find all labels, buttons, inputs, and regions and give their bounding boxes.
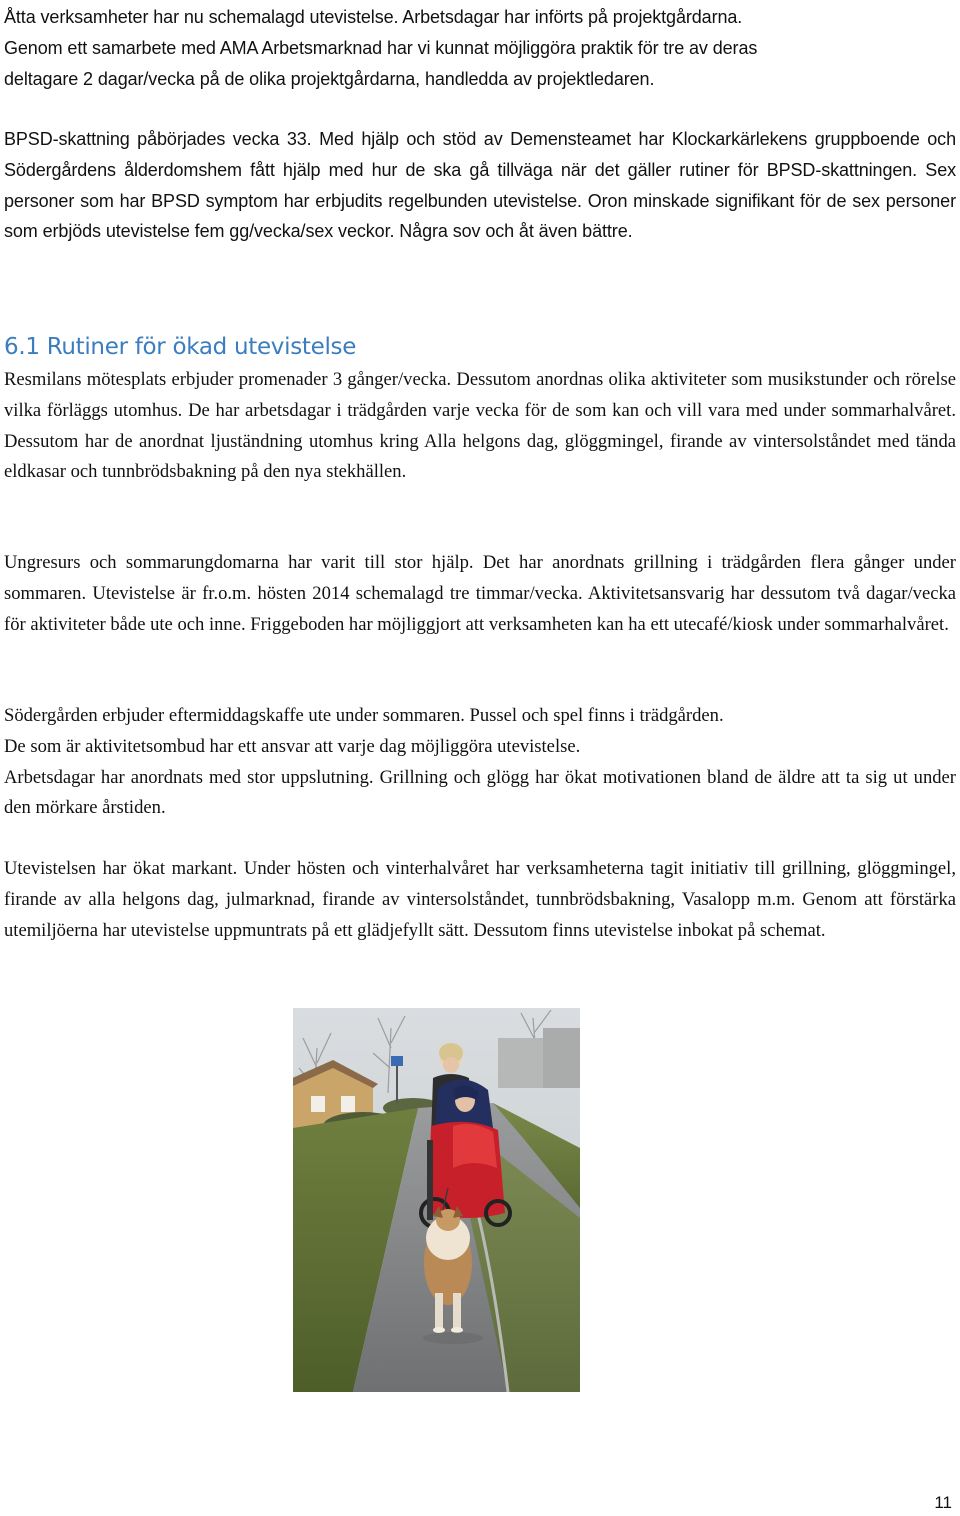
section-heading	[4, 330, 356, 364]
section-number: 6.1	[4, 334, 40, 360]
resmilan-paragraph: Resmilans mötesplats erbjuder promenader 3 gånger/vecka. Dessutom anordnas olika aktiviteter som musikstunder och rörelse vilka förläggs utomhus. De har arbetsdagar i trädgården varje vecka för de som kan och vill vara med under sommarhalvåret. Dessutom har de anordnat ljuständning utomhus kring Alla helgons dag, glöggmingel, firande av vintersolståndet med tända eldkasar och tunnbrödsbakning på den nya stekhällen.	[4, 369, 956, 483]
intro-line-1: Åtta verksamheter har nu schemalagd utevistelse. Arbetsdagar har införts på projektgårdarna.	[4, 7, 743, 27]
utevistelsen-paragraph: Utevistelsen har ökat markant. Under hösten och vinterhalvåret har verksamheterna tagit initiativ till grillning, glöggmingel, firande av alla helgons dag, julmarknad, firande av vintersolståndet, tunnbrödsbakning, Vasalopp m.m. Genom att förstärka utemiljöerna har utevistelse uppmuntrats på ett glädjefyllt sätt. Dessutom finns utevistelse inbokat på schemat.	[4, 858, 956, 941]
intro-line-2: Genom ett samarbete med AMA Arbetsmarknad har vi kunnat möjliggöra praktik för tre av deras	[4, 38, 758, 58]
outdoor-walk-photo	[293, 1008, 580, 1392]
ungresurs-paragraph: Ungresurs och sommarungdomarna har varit till stor hjälp. Det har anordnats grillning i trädgården flera gånger under sommaren. Utevistelse är fr.o.m. hösten 2014 schemalagd tre timmar/vecka. Aktivitetsansvarig har dessutom två dagar/vecka för aktiviteter både ute och inne. Friggeboden har möjliggjort att verksamheten kan ha ett utecafé/kiosk under sommarhalvåret.	[4, 552, 956, 635]
sodergarden-paragraph	[4, 701, 956, 824]
bpsd-paragraph: BPSD-skattning påbörjades vecka 33. Med hjälp och stöd av Demensteamet har Klockarkärlekens gruppboende och Södergårdens ålderdomshem fått hjälp med hur de ska gå tillväga när det gäller rutiner för BPSD-skattningen. Sex personer som har BPSD symptom har erbjudits regelbunden utevistelse. Oron minskade signifikant för de sex personer som erbjöds utevistelse fem gg/vecka/sex veckor. Några sov och åt även bättre.	[4, 129, 956, 242]
sodergarden-rest: Arbetsdagar har anordnats med stor uppslutning. Grillning och glögg har ökat motivationen bland de äldre att ta sig ut under den mörkare årstiden.	[4, 766, 956, 819]
section-title: Rutiner för ökad utevistelse	[46, 334, 357, 360]
sodergarden-line-2: De som är aktivitetsombud har ett ansvar att varje dag möjliggöra utevistelse.	[4, 735, 581, 757]
intro-line-3: deltagare 2 dagar/vecka på de olika projektgårdarna, handledda av projektledaren.	[4, 69, 655, 89]
sodergarden-line-1: Södergården erbjuder eftermiddagskaffe ute under sommaren. Pussel och spel finns i trädgården.	[4, 705, 724, 726]
page-number: 11	[934, 1493, 952, 1512]
intro-paragraph	[4, 2, 956, 95]
